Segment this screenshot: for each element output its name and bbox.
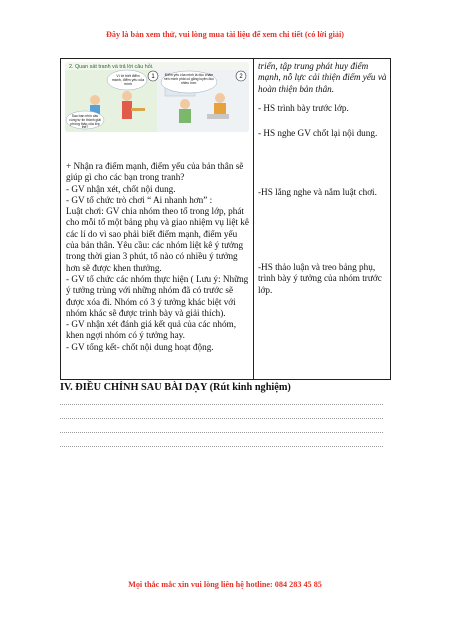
speech-bubble-2: Điểm yếu của mình là đọc chậm nên mình phải cố gắng luyện đọc nhiều hơn.: [164, 73, 214, 85]
right-rules: -HS lắng nghe và nắm luật chơi.: [258, 187, 377, 197]
right-listen: - HS nghe GV chốt lại nội dung.: [258, 128, 378, 138]
speech-bubble-3: Sao bạn nhìn cầu cùng tự tin thành giải phóng thảo của lớp thế?: [69, 114, 101, 130]
dotted-line-1: [60, 404, 383, 405]
dotted-line-4: [60, 446, 383, 447]
left-para-7: - GV tổng kết- chốt nội dung hoạt động.: [66, 341, 214, 352]
left-para-6: - GV nhận xét đánh giá kết quả của các nhóm, khen ngợi nhóm có ý tưởng hay.: [66, 319, 236, 341]
lesson-table: [60, 58, 391, 380]
right-intro-text: triển, tập trung phát huy điểm mạnh, nỗ lực cải thiện điểm yếu và hoàn thiện bản thân.: [258, 61, 387, 94]
right-present: - HS trình bày trước lớp.: [258, 103, 349, 113]
left-para-5: - GV tổ chức các nhóm thực hiện ( Lưu ý: Những ý tưởng trùng với những nhóm đã có trước sẽ được xóa đi. Nhóm có 3 ý tưởng khác biệt với nhóm khác sẽ được trình bày và giải thích).: [66, 273, 249, 318]
student-activity-column: [254, 59, 390, 379]
teacher-activity-text: [66, 161, 250, 353]
textbook-illustration: [65, 62, 249, 132]
right-discuss: -HS thảo luận và treo bảng phụ, trình bày ý tưởng của nhóm trước lớp.: [258, 262, 382, 295]
dotted-line-2: [60, 418, 383, 419]
left-para-2: - GV nhận xét, chốt nội dung.: [66, 183, 176, 194]
dotted-line-3: [60, 432, 383, 433]
section-heading: IV. ĐIỀU CHỈNH SAU BÀI DẠY (Rút kinh nghiệm): [60, 382, 291, 393]
illustration-title: 2. Quan sát tranh và trả lời câu hỏi.: [69, 64, 154, 70]
speech-bubble-1: Vì tớ biết điểm mạnh, điểm yếu của mình: [111, 74, 145, 86]
teacher-activity-column: [61, 59, 254, 379]
badge-2: 2: [239, 74, 243, 80]
badge-1: 1: [151, 74, 155, 80]
preview-notice: Đây là bản xem thử, vui lòng mua tài liệu để xem chi tiết (có lời giải): [105, 30, 344, 39]
left-para-1: + Nhận ra điểm mạnh, điểm yếu của bản thân sẽ giúp gì cho các bạn trong tranh?: [66, 161, 244, 183]
left-para-3: - GV tổ chức trò chơi “ Ai nhanh hơn” :: [66, 194, 213, 205]
hotline-notice: Mọi thắc mắc xin vui lòng liên hệ hotline: 084 283 45 85: [128, 580, 322, 589]
left-para-4: Luật chơi: GV chia nhóm theo tổ trong lớp, phát cho mỗi tổ một bảng phụ và giao nhiệm vụ liệt kê các lí do vì sao phải biết điểm mạnh, điểm yếu của bản thân. Yêu cầu: các nhóm liệt kê ý tưởng trong thời gian 3 phút, tổ nào có nhiều ý tưởng hơn sẽ được khen thưởng.: [66, 206, 249, 273]
